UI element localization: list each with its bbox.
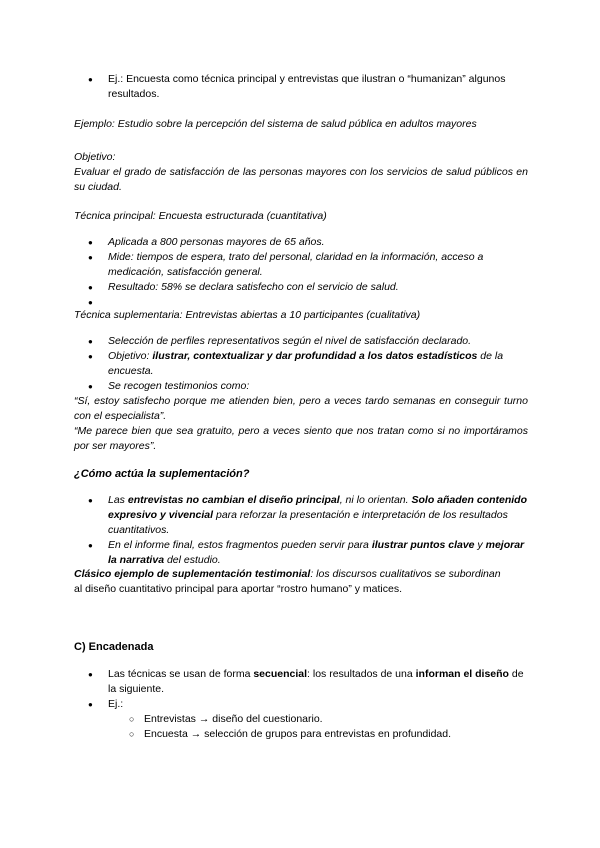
- how-item: ● Las entrevistas no cambian el diseño principal, ni lo orientan. Solo añaden contenido expresivo y vivencial para reforzar la presentación e interpretación de los resultados cuantitativos.: [74, 493, 528, 538]
- section-c-item: ● Las técnicas se usan de forma secuencial: los resultados de una informan el diseño de la siguiente.: [74, 667, 528, 697]
- principal-item: ● Mide: tiempos de espera, trato del personal, claridad en la información, acceso a medicación, satisfacción general.: [74, 250, 528, 280]
- section-c-item: ● Ej.:: [74, 697, 528, 712]
- principal-item: ● Aplicada a 800 personas mayores de 65 años.: [74, 235, 528, 250]
- supplementary-title: Técnica suplementaria: Entrevistas abiertas a 10 participantes (cualitativa): [74, 309, 421, 321]
- how-list: [74, 493, 528, 568]
- principal-list: [74, 235, 528, 310]
- principal-item: ● Resultado: 58% se declara satisfecho con el servicio de salud.: [74, 280, 528, 295]
- how-item: ● En el informe final, estos fragmentos pueden servir para ilustrar puntos clave y mejorar la narrativa del estudio.: [74, 538, 528, 568]
- intro-bullet: ● Ej.: Encuesta como técnica principal y entrevistas que ilustran o “humanizan” algunos resultados.: [74, 72, 528, 102]
- how-heading: ¿Cómo actúa la suplementación?: [74, 468, 250, 480]
- section-c-list: [74, 667, 528, 742]
- section-c-subitem: ○ Encuesta → selección de grupos para entrevistas en profundidad.: [74, 727, 528, 742]
- objective-label: Objetivo:: [74, 151, 116, 163]
- objective-text: Evaluar el grado de satisfacción de las personas mayores con los servicios de salud públicos en su ciudad.: [74, 166, 528, 193]
- quote-1: “Sí, estoy satisfecho porque me atienden bien, pero a veces tardo semanas en conseguir turno con el especialista”.: [74, 395, 528, 422]
- principal-title: Técnica principal: Encuesta estructurada (cuantitativa): [74, 210, 327, 222]
- quote-2: “Me parece bien que sea gratuito, pero a veces siento que nos tratan como si no importáramos por ser mayores”.: [74, 425, 528, 452]
- supplementary-list: [74, 334, 528, 394]
- supplementary-item: ● Se recogen testimonios como:: [74, 379, 528, 394]
- section-c-heading: C) Encadenada: [74, 641, 154, 653]
- intro-list: [74, 72, 528, 102]
- example-title: Ejemplo: Estudio sobre la percepción del sistema de salud pública en adultos mayores: [74, 118, 477, 130]
- section-c-subitem: ○ Entrevistas → diseño del cuestionario.: [74, 712, 528, 727]
- supplementary-item: ● Selección de perfiles representativos según el nivel de satisfacción declarado.: [74, 334, 528, 349]
- supplementary-item: ● Objetivo: ilustrar, contextualizar y dar profundidad a los datos estadísticos de la encuesta.: [74, 349, 528, 379]
- classic-example: Clásico ejemplo de suplementación testimonial: los discursos cualitativos se subordinan al diseño cuantitativo principal para aportar “rostro humano” y matices.: [74, 568, 501, 595]
